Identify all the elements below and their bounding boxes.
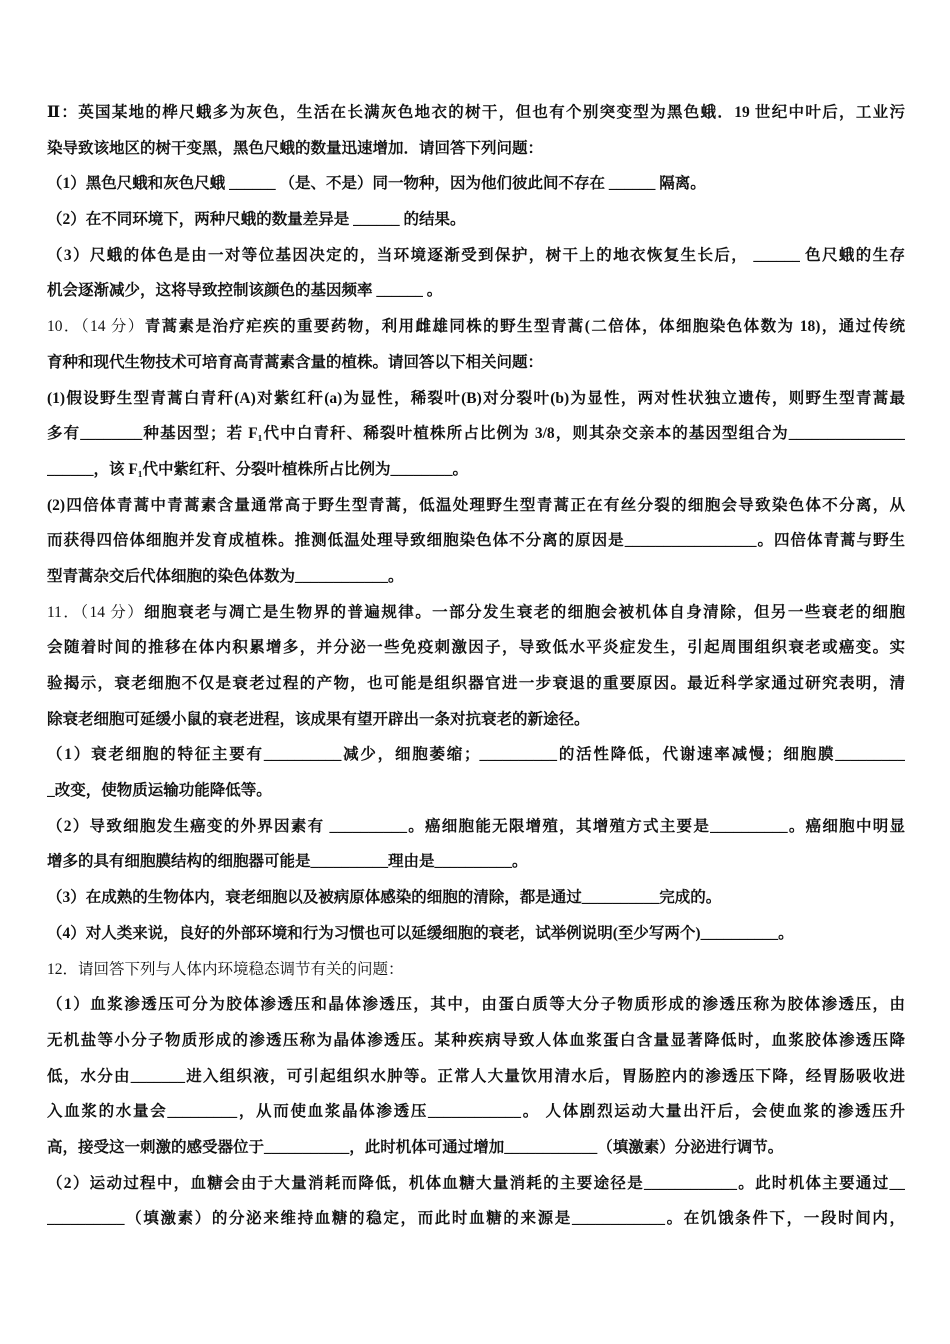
text-line: （1）血浆渗透压可分为胶体渗透压和晶体渗透压，其中，由蛋白质等大分子物质形成的渗透压称为胶体渗透压，由 xyxy=(47,996,905,1014)
question-text: 青蒿素是治疗疟疾的重要药物，利用雌雄同株的野生型青蒿(二倍体，体细胞染色体数为 18)，通过传统 xyxy=(144,318,905,336)
text-line: (2)四倍体青蒿中青蒿素含量通常高于野生型青蒿，低温处理野生型青蒿正在有丝分裂的细胞会导致染色体不分离，从 xyxy=(47,496,905,514)
text-line: _改变，使物质运输功能降低等。 xyxy=(47,782,272,800)
text-line: 高，接受这一刺激的感受器位于___________，此时机体可通过增加____________（填激素）分泌进行调节。 xyxy=(47,1138,784,1156)
text-line: 多有________种基因型；若 F₁代中白青秆、稀裂叶植株所占比例为 3/8，则其杂交亲本的基因型组合为_______________ xyxy=(47,425,905,443)
text-line: （2）导致细胞发生癌变的外界因素有 __________。癌细胞能无限增殖，其增殖方式主要是__________。癌细胞中明显 xyxy=(47,817,905,835)
text-line: 无机盐等小分子物质形成的渗透压称为晶体渗透压。某种疾病导致人体血浆蛋白含量显著降低时，血浆胶体渗透压降 xyxy=(47,1031,905,1049)
text-line: (1)假设野生型青蒿白青秆(A)对紫红秆(a)为显性，稀裂叶(B)对分裂叶(b)为显性，两对性状独立遗传，则野生型青蒿最 xyxy=(47,389,905,407)
text-line: 会随着时间的推移在体内积累增多，并分泌一些免疫刺激因子，导致低水平炎症发生，引起周围组织衰老或癌变。实 xyxy=(47,639,905,657)
text-line: 入血浆的水量会_________，从而使血浆晶体渗透压____________。 人体剧烈运动大量出汗后，会使血浆的渗透压升 xyxy=(47,1103,905,1121)
text-line: 型青蒿杂交后代体细胞的染色体数为____________。 xyxy=(47,567,404,585)
exam-page-content xyxy=(47,95,905,1237)
question-10-line xyxy=(47,309,905,345)
text-line: __________（填激素）的分泌来维持血糖的稳定，而此时血糖的来源是____________。在饥饿条件下，一段时间内， xyxy=(47,1210,905,1228)
text-line: （1）黑色尺蛾和灰色尺蛾 ______ （是、不是）同一物种，因为他们彼此间不存在 ______ 隔离。 xyxy=(47,175,706,193)
text-line: 验揭示，衰老细胞不仅是衰老过程的产物，也可能是组织器官进一步衰退的重要原因。最近科学家通过研究表明，清 xyxy=(47,675,905,692)
text-line: 染导致该地区的树干变黑，黑色尺蛾的数量迅速增加．请回答下列问题： xyxy=(47,139,544,157)
question-number: 12． xyxy=(47,960,79,978)
text-line: （2）在不同环境下，两种尺蛾的数量差异是 ______ 的结果。 xyxy=(47,211,466,229)
text-line: Ⅱ：英国某地的桦尺蛾多为灰色，生活在长满灰色地衣的树干，但也有个别突变型为黑色蛾．19 世纪中叶后，工业污 xyxy=(47,104,905,121)
text-line: （4）对人类来说，良好的外部环境和行为习惯也可以延缓细胞的衰老，试举例说明(至少写两个)__________。 xyxy=(47,924,794,942)
question-number: 10．（14 分） xyxy=(47,318,145,336)
text-line: 机会逐渐减少，这将导致控制该颜色的基因频率 ______ 。 xyxy=(47,282,443,300)
question-11-line xyxy=(47,595,905,631)
question-text: 请回答下列与人体内环境稳态调节有关的问题： xyxy=(78,960,404,978)
text-line: （3）尺蛾的体色是由一对等位基因决定的，当环境逐渐受到保护，树干上的地衣恢复生长后， ______ 色尺蛾的生存 xyxy=(47,246,905,264)
text-line: 低，水分由_______进入组织液，可引起组织水肿等。正常人大量饮用清水后，胃肠腔内的渗透压下降，经胃肠吸收进 xyxy=(47,1067,905,1085)
question-12-line xyxy=(47,952,905,988)
text-line: 育种和现代生物技术可培育高青蒿素含量的植株。请回答以下相关问题： xyxy=(47,353,544,371)
text-line: 而获得四倍体细胞并发育成植株。推测低温处理导致细胞染色体不分离的原因是_________________。四倍体青蒿与野生 xyxy=(47,532,905,550)
question-text: 细胞衰老与凋亡是生物界的普遍规律。一部分发生衰老的细胞会被机体自身清除，但另一些衰老的细胞 xyxy=(144,603,905,621)
question-number: 11．（14 分） xyxy=(47,603,145,621)
text-line: （2）运动过程中，血糖会由于大量消耗而降低，机体血糖大量消耗的主要途径是____________。此时机体主要通过__ xyxy=(47,1174,905,1192)
text-line: 增多的具有细胞膜结构的细胞器可能是__________理由是__________。 xyxy=(47,853,528,871)
text-line: （1）衰老细胞的特征主要有__________减少，细胞萎缩；__________的活性降低，代谢速率减慢；细胞膜_________ xyxy=(47,746,905,764)
text-line: ______，该 F₁代中紫红秆、分裂叶植株所占比例为________。 xyxy=(47,460,468,478)
text-line: （3）在成熟的生物体内，衰老细胞以及被病原体感染的细胞的清除，都是通过__________完成的。 xyxy=(47,889,722,907)
text-line: 除衰老细胞可延缓小鼠的衰老进程，该成果有望开辟出一条对抗衰老的新途径。 xyxy=(47,710,590,728)
